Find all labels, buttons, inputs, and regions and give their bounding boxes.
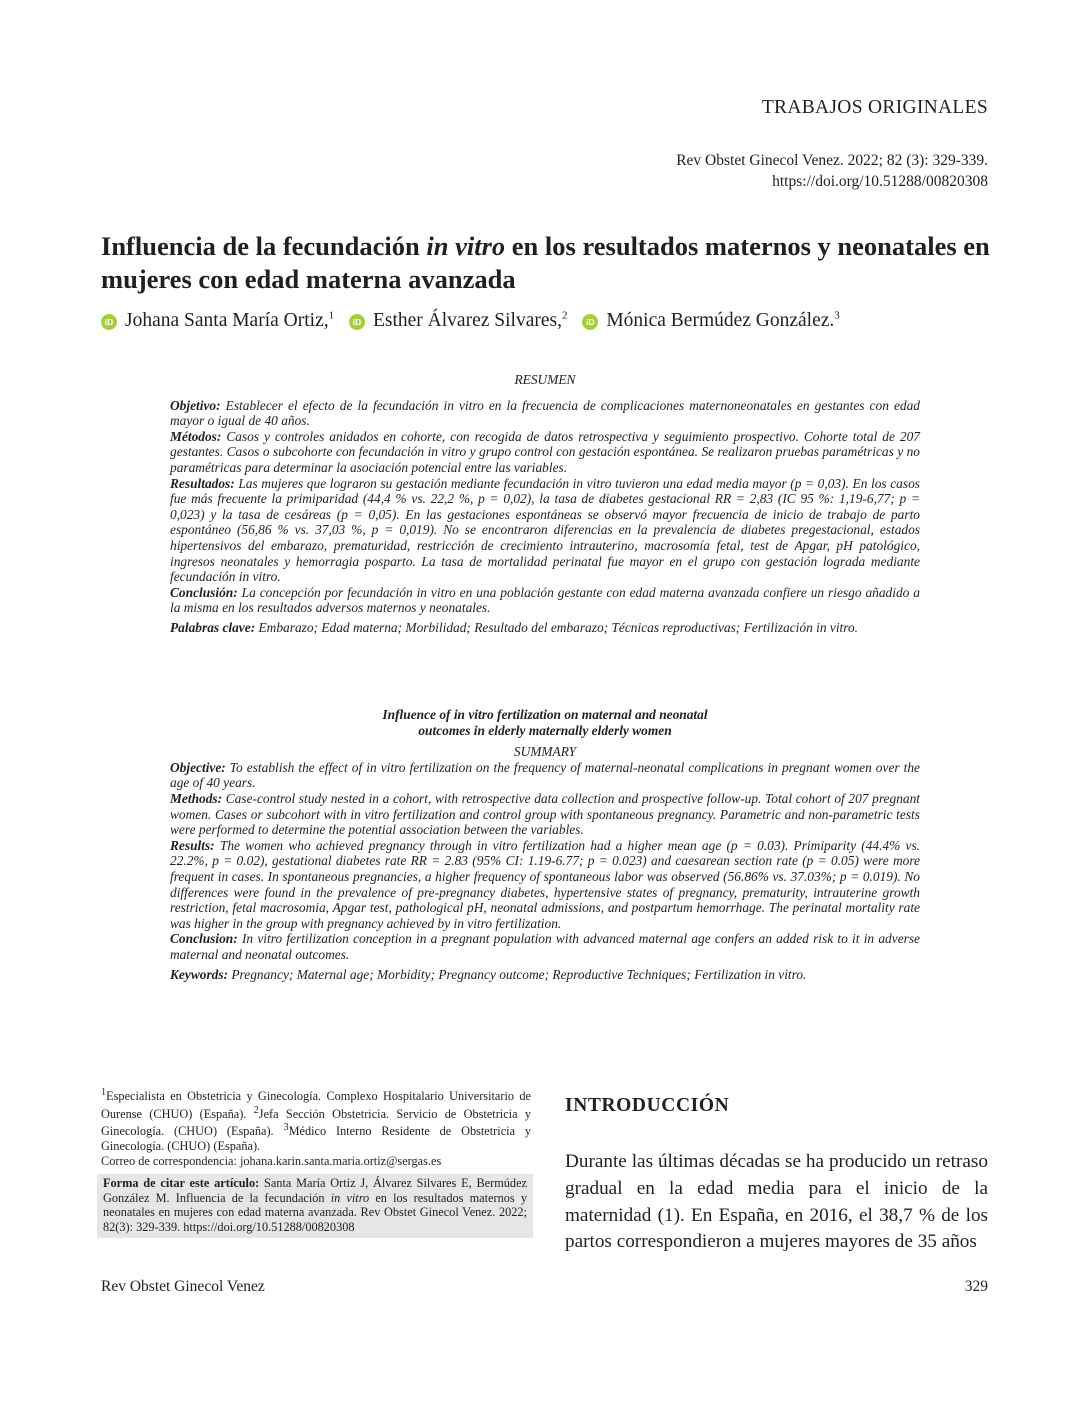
resumen-palabras-clave <box>170 620 920 636</box>
palabras-text: Embarazo; Edad materna; Morbilidad; Resultado del embarazo; Técnicas reproductivas; Fertilización in vitro. <box>255 619 859 635</box>
objective-text: To establish the effect of in vitro fertilization on the frequency of maternal-neonatal complications in pregnant women over the age of 40 years. <box>170 759 920 791</box>
results-text: The women who achieved pregnancy through in vitro fertilization had a higher mean age (p = 0.03). Primiparity (44.4% vs. 22.2%, p = 0.02), gestational diabetes rate RR = 2.83 (95% CI: 1.19-6.77; p = 0.023) and caesarean section rate (p = 0.05) were more frequent in cases. In spontaneous pregnancies, a higher frequency of spontaneous labor was observed (56.86% vs. 37.03%; p = 0.019). No differences were found in the prevalence of pre-pregnancy diabetes, hypertensive states of pregnancy, prematurity, intrauterine growth restriction, fetal macrosomia, Apgar test, pathological pH, neonatal admissions, and postpartum hemorrhage. The perinatal mortality rate was higher in the group with pregnancy achieved by in vitro fertilization. <box>170 837 920 931</box>
conclusion-text: La concepción por fecundación in vitro en una población gestante con edad materna avanzada confiere un riesgo añadido a la misma en los resultados adversos maternos y neonatales. <box>170 584 920 616</box>
resumen-conclusion <box>170 585 920 616</box>
palabras-label: Palabras clave: <box>170 619 256 635</box>
conclusion-label: Conclusión: <box>170 584 238 600</box>
author-affiliation-mark: 3 <box>834 309 840 321</box>
section-label: TRABAJOS ORIGINALES <box>761 97 988 118</box>
resumen-heading: RESUMEN <box>514 372 576 387</box>
article-title <box>101 230 1001 296</box>
page-number: 329 <box>964 1278 988 1295</box>
citation-text: Rev Obstet Ginecol Venez. 2022; 82 (3): 329-339. <box>676 152 988 169</box>
conclusion-text: In vitro fertilization conception in a pregnant population with advanced maternal age confers an added risk to it in adverse maternal and neonatal outcomes. <box>170 931 920 962</box>
cite-text-2: en los resultados maternos y neonatales en mujeres con edad materna avanzada. Rev Obstet Ginecol Venez. 2022; 82(3): 329-339. https://doi.org/10.51288/00820308 <box>103 1190 527 1234</box>
affiliations-text <box>101 1086 531 1154</box>
affiliation-1: Especialista en Obstetricia y Ginecología. Complexo Hospitalario Universitario de Ourense (CHUO) (España). <box>101 1089 531 1121</box>
cite-italic: in vitro <box>330 1190 370 1205</box>
affiliations-footnote <box>101 1086 531 1168</box>
how-to-cite-box <box>97 1174 533 1238</box>
metodos-label: Métodos: <box>170 428 222 444</box>
affiliation-mark-3: 3 <box>283 1122 289 1134</box>
orcid-icon[interactable]: iD <box>101 314 117 330</box>
journal-citation <box>676 150 988 192</box>
affiliation-2: Jefa Sección Obstetricia. Servicio de Obstetricia y Ginecología. (CHUO) (España). <box>101 1106 531 1139</box>
title-italic: in vitro <box>426 231 506 261</box>
affiliation-mark-1: 1 <box>101 1087 107 1098</box>
objetivo-label: Objetivo: <box>170 397 221 413</box>
author-list <box>101 309 1001 332</box>
summary-section <box>170 707 920 982</box>
summary-conclusion <box>170 931 920 962</box>
methods-text: Case-control study nested in a cohort, with retrospective data collection and prospective follow-up. Total cohort of 207 pregnant women. Cases or subcohort with in vitro fertilization and control group with spontaneous pregnancy. Parametric and non-parametric tests were performed to determine the potential association between the variables. <box>170 790 920 838</box>
summary-objective <box>170 760 920 791</box>
methods-label: Methods: <box>170 790 223 806</box>
correspondence-email[interactable]: Correo de correspondencia: johana.karin.santa.maria.ortiz@sergas.es <box>101 1153 442 1168</box>
affiliation-mark-2: 2 <box>253 1104 259 1116</box>
conclusion-label: Conclusion: <box>170 931 238 947</box>
english-title-line2: outcomes in elderly maternally elderly women <box>418 722 672 738</box>
author-2 <box>349 310 567 331</box>
introduction-heading: INTRODUCCIÓN <box>565 1095 730 1116</box>
resumen-resultados <box>170 476 920 585</box>
author-1 <box>101 310 334 331</box>
title-part1: Influencia de la fecundación <box>101 231 427 261</box>
footer-journal: Rev Obstet Ginecol Venez <box>101 1278 265 1295</box>
keywords-text: Pregnancy; Maternal age; Morbidity; Pregnancy outcome; Reproductive Techniques; Fertilization in vitro. <box>228 966 807 982</box>
resumen-objetivo <box>170 398 920 429</box>
author-name: Esther Álvarez Silvares, <box>372 309 562 331</box>
summary-heading: SUMMARY <box>513 744 577 760</box>
author-name: Johana Santa María Ortiz, <box>125 309 329 331</box>
keywords-label: Keywords: <box>170 966 229 982</box>
resumen-section <box>170 372 920 636</box>
resultados-label: Resultados: <box>170 475 235 491</box>
orcid-icon[interactable]: iD <box>582 314 598 330</box>
resultados-text: Las mujeres que lograron su gestación mediante fecundación in vitro tuvieron una edad media mayor (p = 0,03). En los casos fue más frecuente la primiparidad (44,4 % vs. 22,2 %, p = 0,02), la tasa de diabetes gestacional RR = 2,83 (IC 95 %: 1,19-6,77; p = 0,023) y la tasa de cesáreas (p = 0,05). En las gestaciones espontáneas se observó mayor frecuencia de inicio de trabajo de parto espontáneo (56,86 % vs. 37,03 %, p = 0,019). No se encontraron diferencias en la prevalencia de diabetes pregestacional, estados hipertensivos del embarazo, prematuridad, restricción de crecimiento intrauterino, macrosomía fetal, test de Apgar, pH patológico, ingresos neonatales y hemorragia posparto. La tasa de mortalidad perinatal fue mayor en el grupo con gestación lograda mediante fecundación in vitro. <box>170 475 920 585</box>
doi-link[interactable]: https://doi.org/10.51288/00820308 <box>772 173 988 190</box>
english-title <box>170 707 920 738</box>
objetivo-text: Establecer el efecto de la fecundación in vitro en la frecuencia de complicaciones maternoneonatales en gestantes con edad mayor o igual de 40 años. <box>170 397 920 429</box>
orcid-icon[interactable]: iD <box>349 314 365 330</box>
results-label: Results: <box>170 837 215 853</box>
summary-results <box>170 838 920 932</box>
summary-keywords <box>170 967 920 983</box>
cite-label: Forma de citar este artículo: <box>103 1176 260 1190</box>
introduction-text: Durante las últimas décadas se ha producido un retraso gradual en la edad media para el inicio de la maternidad (1). En España, en 2016, el 38,7 % de los partos correspondieron a mujeres mayores de 35 años <box>565 1151 988 1253</box>
summary-methods <box>170 791 920 838</box>
english-title-line1: Influence of in vitro fertilization on maternal and neonatal <box>382 707 708 722</box>
author-name: Mónica Bermúdez González. <box>606 309 835 331</box>
author-affiliation-mark: 2 <box>561 309 568 321</box>
author-3 <box>582 310 839 331</box>
cite-text-1: Santa María Ortiz J, Álvarez Silvares E, Bermúdez González M. Influencia de la fecundación <box>103 1176 527 1205</box>
objective-label: Objective: <box>170 759 226 775</box>
title-part2: en los resultados maternos y neonatales en mujeres con edad materna avanzada <box>101 231 990 294</box>
author-affiliation-mark: 1 <box>328 309 335 321</box>
affiliation-3: Médico Interno Residente de Obstetricia y Ginecología. (CHUO) (España). <box>101 1124 532 1154</box>
metodos-text: Casos y controles anidados en cohorte, con recogida de datos retrospectiva y seguimiento prospectivo. Cohorte total de 207 gestantes. Casos o subcohorte con fecundación in vitro y grupo control con gestación espontánea. Se realizaron pruebas paramétricas y no paramétricas para determinar la asociación potencial entre las variables. <box>170 428 920 475</box>
resumen-metodos <box>170 429 920 476</box>
